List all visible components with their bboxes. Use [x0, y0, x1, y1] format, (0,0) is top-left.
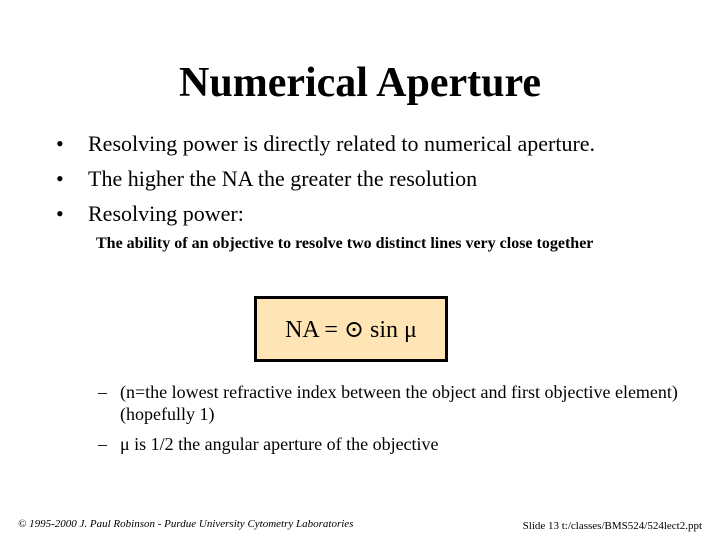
formula-box — [254, 296, 448, 362]
bullet-list — [56, 126, 696, 231]
sub-item-text: μ is 1/2 the angular aperture of the objective — [120, 434, 439, 454]
bullet-text: The higher the NA the greater the resolution — [88, 166, 478, 191]
footer-copyright: © 1995-2000 J. Paul Robinson - Purdue University Cytometry Laboratories — [18, 518, 354, 530]
sub-item-text: (n=the lowest refractive index between the object and first objective element) (hopefully 1) — [120, 382, 678, 424]
formula-text: NA = ⊙ sin μ — [285, 316, 417, 343]
sub-item — [98, 381, 678, 425]
bullet-item — [56, 196, 696, 231]
resolving-power-definition: The ability of an objective to resolve two distinct lines very close together — [96, 235, 594, 252]
sub-list — [98, 381, 678, 463]
bullet-item — [56, 161, 696, 196]
bullet-item — [56, 126, 696, 161]
bullet-marker: • — [56, 201, 64, 226]
bullet-marker: • — [56, 131, 64, 156]
sub-item-marker: – — [98, 434, 107, 454]
bullet-text: Resolving power: — [88, 201, 244, 226]
bullet-text: Resolving power is directly related to numerical aperture. — [88, 131, 596, 156]
sub-item-marker: – — [98, 382, 107, 402]
bullet-marker: • — [56, 166, 64, 191]
sub-item — [98, 433, 678, 455]
footer-slide-info: Slide 13 t:/classes/BMS524/524lect2.ppt — [522, 520, 702, 532]
slide-title: Numerical Aperture — [179, 60, 541, 106]
